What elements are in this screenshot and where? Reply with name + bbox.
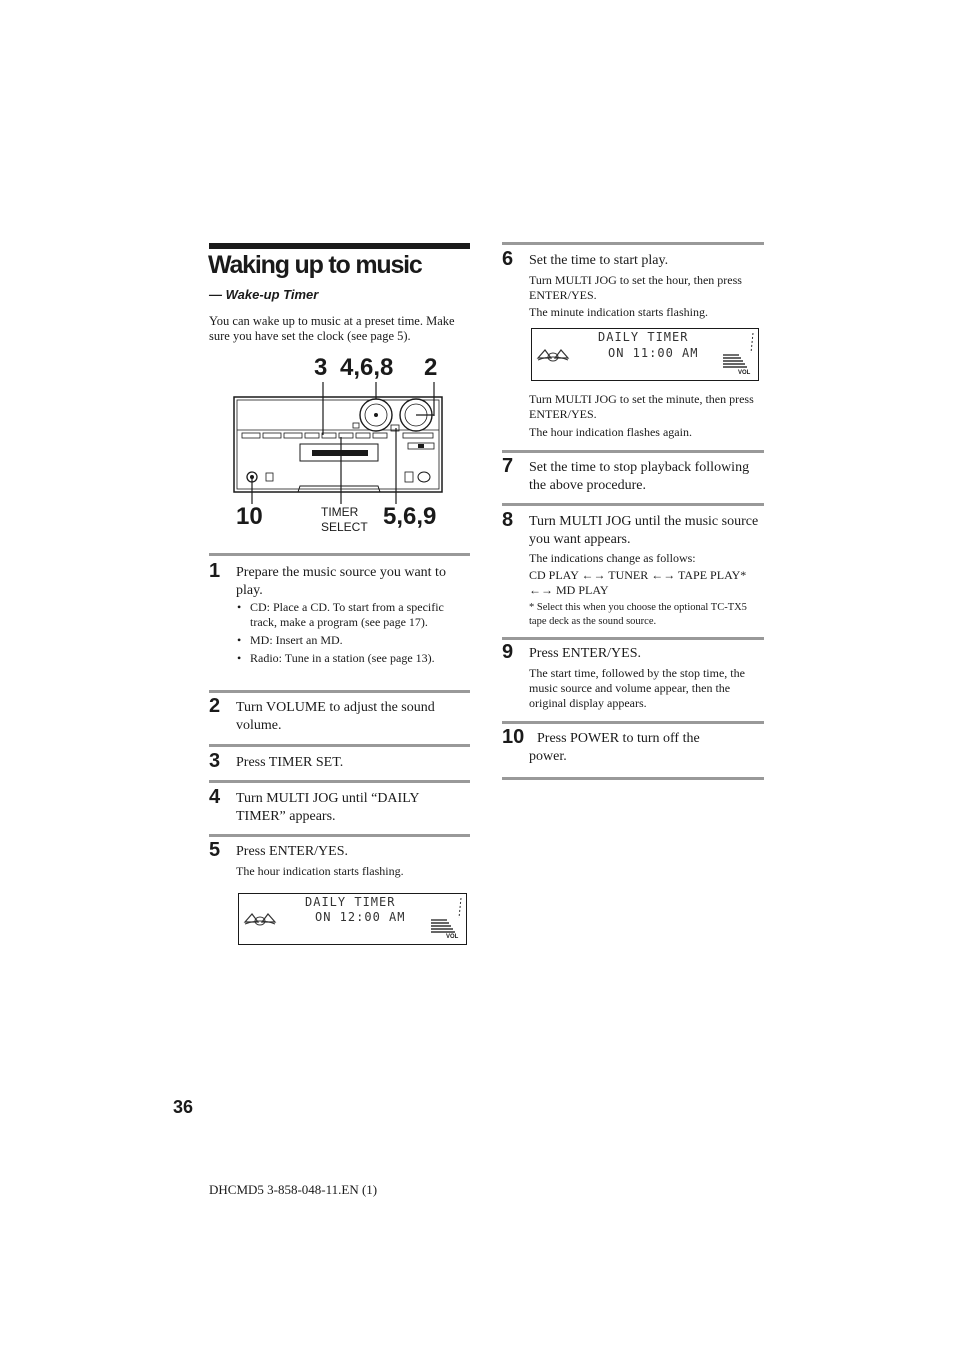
step-1-number: 1 (209, 560, 221, 582)
step-3-text: Press TIMER SET. (236, 755, 344, 770)
page-number: 36 (173, 1097, 194, 1117)
lcd-line-2: ON 11:00 AM (608, 346, 699, 360)
step-10-number: 10 (502, 726, 525, 748)
lcd-display-step6 (531, 328, 759, 381)
step-5-rule (209, 834, 470, 837)
intro-text: You can wake up to music at a preset time. Make sure you have set the clock (see page 5). (209, 314, 455, 343)
lcd-line-2: ON 12:00 AM (315, 910, 406, 924)
step-7-text: Set the time to stop playback following the above procedure. (529, 460, 750, 493)
step-8-rule (502, 503, 764, 506)
list-item: • Radio: Tune in a station (see page 13). (236, 651, 472, 666)
title-rule (209, 243, 470, 249)
callout-10: 10 (236, 503, 263, 530)
timer-select-label: TIMER SELECT (321, 505, 368, 534)
step-6-note-1: Turn MULTI JOG to set the hour, then press ENTER/YES. (529, 273, 742, 302)
page-subtitle: — Wake-up Timer (209, 287, 319, 302)
step-2-number: 2 (209, 695, 221, 717)
step-5-note: The hour indication starts flashing. (236, 864, 404, 878)
step-8-footnote: * Select this when you choose the optional TC-TX5 tape deck as the sound source. (529, 602, 747, 627)
step-6-note-4: The hour indication flashes again. (529, 425, 692, 439)
callout-4-6-8: 4,6,8 (340, 354, 394, 381)
step-2-text: Turn VOLUME to adjust the sound volume. (236, 700, 435, 733)
step-10-rule (502, 721, 764, 724)
step-8-text: Turn MULTI JOG until the music source you want appears. (529, 514, 759, 547)
list-item: • MD: Insert an MD. (236, 633, 472, 648)
step-4-text: Turn MULTI JOG until “DAILY TIMER” appears. (236, 791, 419, 824)
cd-md-icon (536, 346, 570, 364)
lcd-line-1: DAILY TIMER (305, 895, 396, 909)
step-8-note: The indications change as follows: (529, 551, 696, 565)
volume-bars (721, 331, 755, 375)
step-1-rule (209, 553, 470, 556)
cd-md-icon (243, 910, 277, 928)
callout-5-6-9: 5,6,9 (383, 503, 437, 530)
step-9-text: Press ENTER/YES. (529, 646, 641, 661)
step-7-rule (502, 450, 764, 453)
step-7-number: 7 (502, 455, 514, 477)
step-9-note: The start time, followed by the stop time, the music source and volume appear, then the original display appears. (529, 666, 745, 710)
page-title: Waking up to music (208, 251, 422, 279)
step-6-rule (502, 242, 764, 245)
step-4-rule (209, 780, 470, 783)
vol-label: VOL (738, 370, 751, 376)
step-6-note-2: The minute indication starts flashing. (529, 305, 708, 319)
lcd-line-1: DAILY TIMER (598, 330, 689, 344)
step-6-number: 6 (502, 248, 514, 270)
bottom-rule (502, 777, 764, 780)
step-3-number: 3 (209, 750, 221, 772)
vol-label: VOL (446, 934, 459, 940)
step-4-number: 4 (209, 786, 221, 808)
step-10-text: Press POWER to turn off the power. (529, 731, 700, 764)
step-6-note-3: Turn MULTI JOG to set the minute, then press ENTER/YES. (529, 392, 754, 421)
source-sequence: CD PLAY ←→ TUNER ←→ TAPE PLAY* ←→ MD PLAY (529, 568, 747, 597)
lcd-display-step5 (238, 893, 467, 945)
step-3-rule (209, 744, 470, 747)
list-item: • CD: Place a CD. To start from a specific track, make a program (see page 17). (236, 600, 472, 630)
step-6-text: Set the time to start play. (529, 253, 669, 268)
step-9-number: 9 (502, 641, 514, 663)
callout-2: 2 (424, 354, 438, 381)
step-9-rule (502, 637, 764, 640)
step-2-rule (209, 690, 470, 693)
step-5-number: 5 (209, 839, 221, 861)
callout-3: 3 (314, 354, 328, 381)
step-1-text: Prepare the music source you want to play. (236, 565, 446, 598)
step-8-number: 8 (502, 509, 514, 531)
step-1-bullets (236, 600, 472, 669)
document-code: DHCMD5 3-858-048-11.EN (1) (209, 1182, 378, 1197)
step-5-text: Press ENTER/YES. (236, 844, 348, 859)
stereo-unit-diagram (228, 380, 450, 505)
